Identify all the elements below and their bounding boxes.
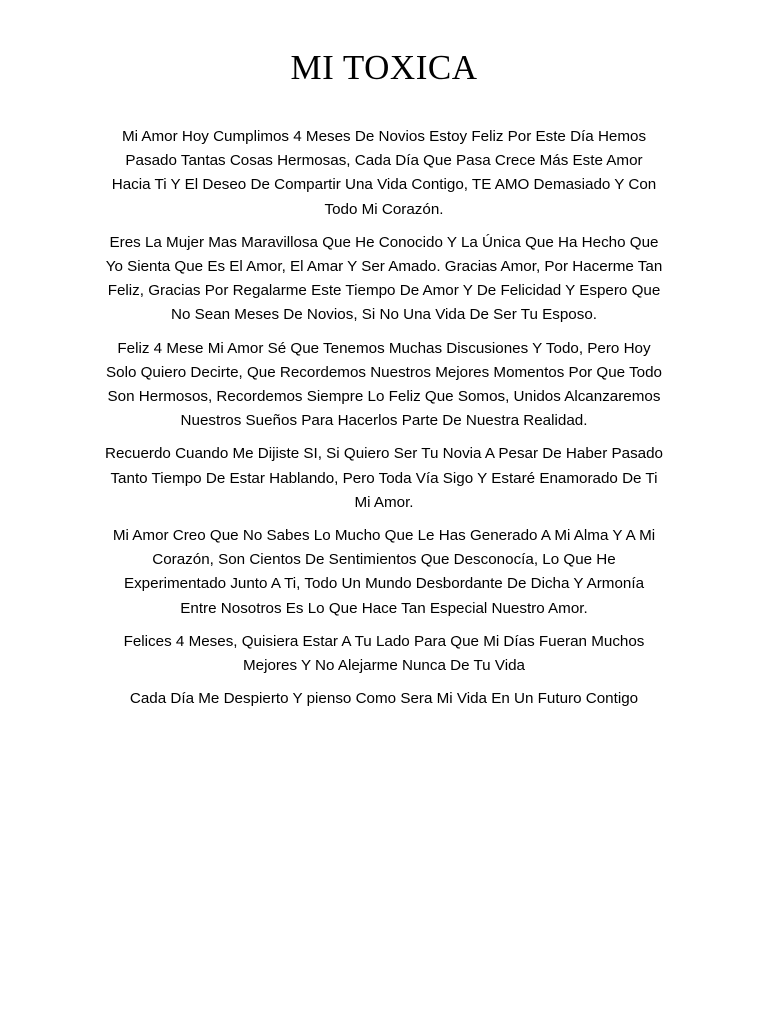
- document-body: [104, 125, 664, 720]
- paragraph: Eres La Mujer Mas Maravillosa Que He Conocido Y La Única Que Ha Hecho Que Yo Sienta Que Es El Amor, El Amar Y Ser Amado. Gracias Amor, Por Hacerme Tan Feliz, Gracias Por Regalarme Este Tiempo De Amor Y De Felicidad Y Espero Que No Sean Meses De Novios, Si No Una Vida De Ser Tu Esposo.: [105, 233, 663, 324]
- paragraph: Cada Día Me Despierto Y pienso Como Sera Mi Vida En Un Futuro Contigo: [129, 690, 639, 708]
- paragraph: Feliz 4 Mese Mi Amor Sé Que Tenemos Muchas Discusiones Y Todo, Pero Hoy Solo Quiero Decirte, Que Recordemos Nuestros Mejores Momentos Por Que Todo Son Hermosos, Recordemos Siempre Lo Feliz Que Somos, Unidos Alcanzaremos Nuestros Sueños Para Hacerlos Parte De Nuestra Realidad.: [106, 339, 662, 430]
- document-title: MI TOXICA: [290, 48, 478, 87]
- paragraph: Mi Amor Creo Que No Sabes Lo Mucho Que Le Has Generado A Mi Alma Y A Mi Corazón, Son Cientos De Sentimientos Que Desconocía, Lo Que He Experimentado Junto A Ti, Todo Un Mundo Desbordante De Dicha Y Armonía Entre Nosotros Es Lo Que Hace Tan Especial Nuestro Amor.: [112, 527, 656, 617]
- paragraph: Recuerdo Cuando Me Dijiste SI, Si Quiero Ser Tu Novia A Pesar De Haber Pasado Tanto Tiempo De Estar Hablando, Pero Toda Vía Sigo Y Estaré Enamorado De Ti Mi Amor.: [105, 445, 663, 511]
- paragraph: Felices 4 Meses, Quisiera Estar A Tu Lado Para Que Mi Días Fueran Muchos Mejores Y No Alejarme Nunca De Tu Vida: [123, 632, 645, 675]
- paragraph: Mi Amor Hoy Cumplimos 4 Meses De Novios Estoy Feliz Por Este Día Hemos Pasado Tantas Cosas Hermosas, Cada Día Que Pasa Crece Más Este Amor Hacia Ti Y El Deseo De Compartir Una Vida Contigo, TE AMO Demasiado Y Con Todo Mi Corazón.: [111, 128, 657, 218]
